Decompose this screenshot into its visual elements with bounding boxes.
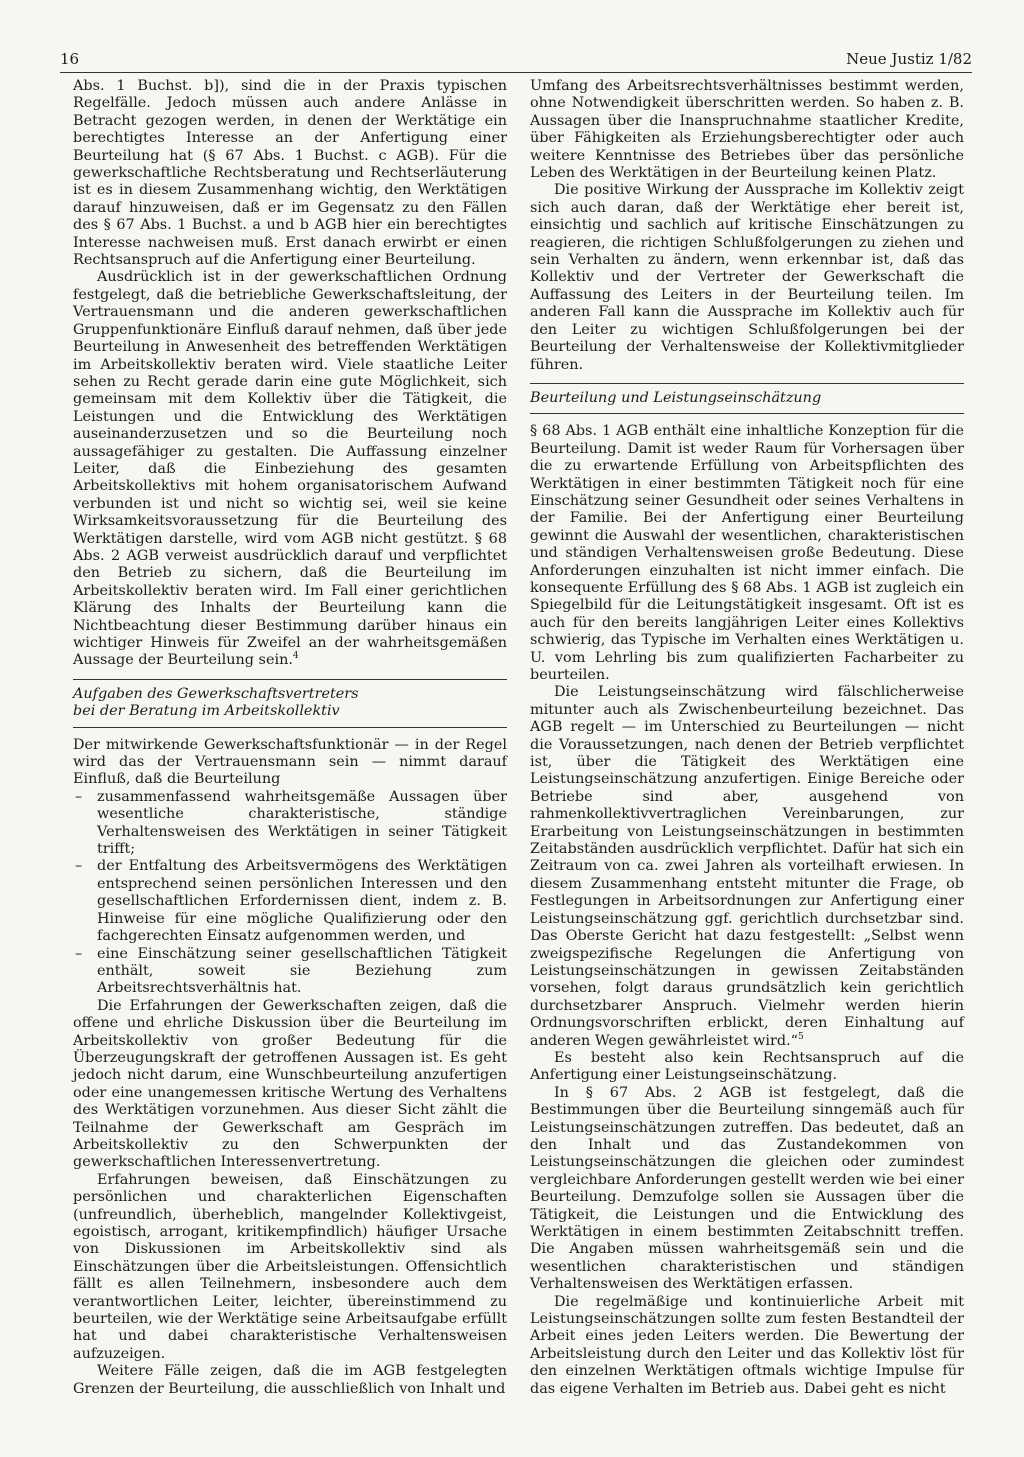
header-rule [60, 72, 972, 73]
section-heading-block [73, 679, 507, 728]
paragraph: Der mitwirkende Gewerkschaftsfunktionär — in der Regel wird das der Vertrauensmann sein — nimmt darauf Einfluß, daß die Beurteilung [73, 736, 507, 788]
paragraph: In § 67 Abs. 2 AGB ist festgelegt, daß die Bestimmungen über die Beurteilung sinngemäß auch für Leistungseinschätzungen zutreffen. Das bedeutet, daß an den Inhalt und das Zustandekommen von Leistungseinschätzungen die gleichen oder zumindest vergleichbare Anforderungen gestellt werden wie bei einer Beurteilung. Demzufolge sollen sie Aussagen über die Tätigkeit, die Leistungen und die Entwicklung des Werktätigen in einem bestimmten Zeitabschnitt treffen. Die Angaben müssen wahrheitsgemäß sein und die wesentlichen charakteristischen und ständigen Verhaltensweisen des Werktätigen erfassen. [530, 1084, 964, 1293]
paragraph: Abs. 1 Buchst. b]), sind die in der Praxis typischen Regelfälle. Jedoch müssen auch andere Anlässe in Betracht gezogen werden, in denen der Werktätige ein berechtigtes Interesse an der Anfertigung einer Beurteilung hat (§ 67 Abs. 1 Buchst. c AGB). Für die gewerkschaftliche Rechtsberatung und Rechtserläuterung ist es in diesem Zusammenhang wichtig, den Werktätigen darauf hinzuweisen, daß er im Gegensatz zu den Fällen des § 67 Abs. 1 Buchst. a und b AGB hier ein berechtigtes Interesse nachweisen muß. Erst danach erwirbt er einen Rechtsanspruch auf die Anfertigung einer Beurteilung. [73, 78, 507, 269]
paragraph: Weitere Fälle zeigen, daß die im AGB festgelegten Grenzen der Beurteilung, die ausschließlich von Inhalt und [73, 1363, 507, 1397]
section-rule [530, 413, 964, 414]
paragraph: Es besteht also kein Rechtsanspruch auf die Anfertigung einer Leistungseinschätzung. [530, 1049, 964, 1084]
paragraph: Ausdrücklich ist in der gewerkschaftlichen Ordnung festgelegt, daß die betriebliche Gewerkschaftsleitung, der Vertrauensmann und die anderen gewerkschaftlichen Gruppenfunktionäre Einfluß darauf nehmen, daß über jede Beurteilung in Anwesenheit des betreffenden Werktätigen im Arbeitskollektiv beraten wird. Viele staatliche Leiter sehen zu Recht gerade darin eine gute Möglichkeit, sich gemeinsam mit dem Kollektiv über die Tätigkeit, die Leistungen und die Entwicklung des Werktätigen auseinanderzusetzen und so die Beurteilung noch aussagefähiger zu gestalten. Die Auffassung einzelner Leiter, daß die Einbeziehung des gesamten Arbeitskollektivs mit hohem organisatorischem Aufwand verbunden ist und nicht so wichtig sei, weil sie keine Wirksamkeitsvoraussetzung für die Beurteilung des Werktätigen darstelle, wird vom AGB nicht gestützt. § 68 Abs. 2 AGB verweist ausdrücklich darauf und verpflichtet den Betrieb zu sichern, daß die Beurteilung im Arbeitskollektiv beraten wird. Im Fall einer gerichtlichen Klärung des Inhalts der Beurteilung kann die Nichtbeachtung dieser Bestimmung darüber hinaus ein wichtiger Hinweis für Zweifel an der wahrheitsgemäßen Aussage der Beurteilung sein.$^4$ [73, 269, 507, 669]
paragraph: Umfang des Arbeitsrechtsverhältnisses bestimmt werden, ohne Notwendigkeit überschritten werden. So haben z. B. Aussagen über die Inanspruchnahme staatlicher Kredite, über Fähigkeiten als Erziehungsberechtigter oder auch weitere Kenntnisse des Betriebes über das persönliche Leben des Werktätigen in der Beurteilung keinen Platz. [530, 78, 964, 182]
paragraph: Die positive Wirkung der Aussprache im Kollektiv zeigt sich auch daran, daß der Werktätige eher bereit ist, einsichtig und sachlich auf kritische Einschätzungen zu reagieren, die richtigen Schlußfolgerungen zu ziehen und sein Verhalten zu ändern, wenn erkennbar ist, daß das Kollektiv und der Vertreter der Gewerkschaft die Auffassung des Leiters in der Beurteilung teilen. Im anderen Fall kann die Aussprache im Kollektiv auch für den Leiter zu wichtigen Schlußfolgerungen bei der Beurteilung der Verhaltensweise der Kollektivmitglieder führen. [530, 182, 964, 373]
list-item: – der Entfaltung des Arbeitsvermögens des Werktätigen entsprechend seinen persönlichen Interessen und den gesellschaftlichen Erfordernissen dient, indem z. B. Hinweise für eine mögliche Qualifizierung oder den fachgerechten Einsatz aufgenommen werden, und [73, 858, 507, 945]
footnote-ref: 5 [798, 1031, 804, 1042]
section-rule [73, 727, 507, 728]
paragraph: Die regelmäßige und kontinuierliche Arbeit mit Leistungseinschätzungen sollte zum festen Bestandteil der Arbeit eines jeden Leiters werden. Die Bewertung der Arbeitsleistung durch den Leiter und das Kollektiv löst für den einzelnen Werktätigen oftmals wichtige Impulse für das eigene Verhalten im Betrieb aus. Dabei geht es nicht [530, 1293, 964, 1397]
paragraph: Erfahrungen beweisen, daß Einschätzungen zu persönlichen und charakterlichen Eigenschaften (unfreundlich, überheblich, mangelnder Kollektivgeist, egoistisch, arrogant, kritikempfindlich) häufiger Ursache von Diskussionen im Arbeitskollektiv sind als Einschätzungen über die Arbeitsleistungen. Offensichtlich fällt es allen Teilnehmern, insbesondere auch dem verantwortlichen Leiter, leichter, übereinstimmend zu beurteilen, wie der Werktätige seine Arbeitsaufgabe erfüllt hat und dabei charakteristische Verhaltensweisen aufzuzeigen. [73, 1171, 507, 1362]
section-heading: Aufgaben des Gewerkschaftsvertreters bei der Beratung im Arbeitskollektiv [73, 685, 359, 720]
page-number: 16 [60, 50, 80, 68]
dash-list [73, 789, 507, 998]
paragraph: § 68 Abs. 1 AGB enthält eine inhaltliche Konzeption für die Beurteilung. Damit ist weder Raum für Vorhersagen über die zu erwartende Erfüllung von Arbeitspflichten des Werktätigen in einer bestimmten Tätigkeit noch für eine Einschätzung seiner Gesundheit oder seines Verhaltens in der Familie. Bei der Anfertigung einer Beurteilung gewinnt die Auswahl der wesentlichen, charakteristischen und ständigen Verhaltensweisen große Bedeutung. Diese Anforderungen einzuhalten ist nicht immer einfach. Die konsequente Erfüllung des § 68 Abs. 1 AGB ist zugleich ein Spiegelbild für die Leitungstätigkeit insgesamt. Oft ist es auch für den bereits langjährigen Leiter eines Kollektivs schwierig, das Typische im Verhalten eines Werktätigen u. U. vom Lehrling bis zum qualifizierten Facharbeiter zu beurteilen. [530, 423, 964, 683]
journal-issue: Neue Justiz 1/82 [846, 50, 972, 68]
footnote-ref: 4 [292, 651, 299, 662]
list-item: – eine Einschätzung seiner gesellschaftlichen Tätigkeit enthält, soweit sie Beziehung zum Arbeitsrechtsverhältnis hat. [73, 946, 507, 998]
paragraph: Die Leistungseinschätzung wird fälschlicherweise mitunter auch als Zwischenbeurteilung bezeichnet. Das AGB regelt — im Unterschied zu Beurteilungen — nicht die Voraussetzungen, nach denen der Betrieb verpflichtet ist, über die Tätigkeit des Werktätigen eine Leistungseinschätzung anzufertigen. Einige Bereiche oder Betriebe sind aber, ausgehend von rahmenkollektivvertraglichen Vereinbarungen, zur Erarbeitung von Leistungseinschätzungen in bestimmten Zeitabständen ausdrücklich verpflichtet. Dafür hat sich ein Zeitraum von ca. zwei Jahren als vorteilhaft erwiesen. In diesem Zusammenhang entsteht mitunter die Frage, ob Festlegungen in Arbeitsordnungen zur Anfertigung einer Leistungseinschätzung ggf. gerichtlich durchsetzbar sind. Das Oberste Gericht hat dazu festgestellt: „Selbst wenn zweigspezifische Regelungen die Anfertigung von Leistungseinschätzungen in gewissen Zeitabständen vorsehen, folgt daraus grundsätzlich kein gerichtlich durchsetzbarer Anspruch. Vielmehr werden hierin Ordnungsvorschriften erblickt, deren Einhaltung auf anderen Wegen gewährleistet wird.“$^5$ [530, 684, 964, 1049]
left-column [73, 78, 507, 1398]
section-heading-block [530, 383, 964, 414]
paragraph: Die Erfahrungen der Gewerkschaften zeigen, daß die offene und ehrliche Diskussion über die Beurteilung im Arbeitskollektiv von großer Bedeutung für die Überzeugungskraft der getroffenen Aussagen ist. Es geht jedoch nicht darum, eine Wunschbeurteilung anzufertigen oder eine unangemessen kritische Wertung des Verhaltens des Werktätigen vorzunehmen. Aus dieser Sicht zählt die Teilnahme der Gewerkschaft am Gespräch im Arbeitskollektiv zu den Schwerpunkten der gewerkschaftlichen Interessenvertretung. [73, 997, 507, 1171]
list-item: – zusammenfassend wahrheitsgemäße Aussagen über wesentliche charakteristische, ständige Verhaltensweisen des Werktätigen in seiner Tätigkeit trifft; [73, 789, 507, 859]
section-heading: Beurteilung und Leistungseinschätzung [530, 389, 822, 406]
page-header [60, 50, 972, 74]
right-column [530, 78, 964, 1398]
